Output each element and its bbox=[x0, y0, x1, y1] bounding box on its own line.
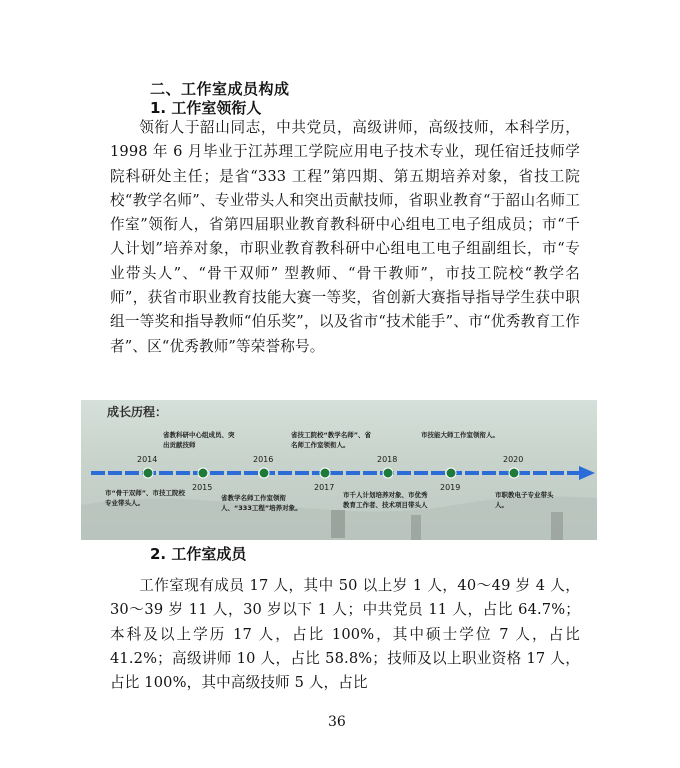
timeline-year-2014: 2014 bbox=[137, 455, 158, 464]
timeline-note-2019: 市技能大师工作室领衔人。 bbox=[421, 431, 499, 439]
section-heading: 二、工作室成员构成 bbox=[150, 80, 290, 98]
timeline-arrow-head bbox=[579, 466, 595, 480]
timeline-year-2016: 2016 bbox=[253, 455, 274, 464]
leader-paragraph: 领衔人于韶山同志，中共党员，高级讲师，高级技师，本科学历，1998 年 6 月毕业于江苏理工学院应用电子技术专业，现任宿迁技师学院科研处主任；是省“333 工程”第四期、第五期培养对象，省技工院校“教学名师”、专业带头人和突出贡献技师，省职业教育“于韶山名师工作室”领衔人，省第四届职业教育教科研中心组电工电子组成员；市“千人计划”培养对象，市职业教育教科研中心组电工电子组副组长，市“专业带头人”、“骨干双师” 型教师、“骨干教师”，市技工院校“教学名师”，获省市职业教育技能大赛一等奖，省创新大赛指导指导学生获中职组一等奖和指导教师“伯乐奖”，以及省市“技术能手”、市“优秀教育工作者”、区“优秀教师”等荣誉称号。 bbox=[110, 119, 580, 355]
timeline-note-2015: 省教科研中心组成员、突出贡献技师 bbox=[163, 431, 235, 449]
page-number: 36 bbox=[328, 714, 346, 730]
timeline-graphic bbox=[81, 400, 597, 540]
timeline-year-2018: 2018 bbox=[377, 455, 398, 464]
growth-timeline-image bbox=[81, 400, 597, 540]
timeline-note-2018: 市千人计划培养对象、市优秀教育工作者、技术项目带头人 bbox=[343, 491, 428, 509]
timeline-year-2017: 2017 bbox=[314, 483, 335, 492]
timeline-title: 成长历程： bbox=[107, 405, 168, 419]
background-post bbox=[411, 515, 421, 540]
timeline-year-2019: 2019 bbox=[440, 483, 461, 492]
timeline-note-2017: 省技工院校“教学名师”、省名师工作室领衔人。 bbox=[291, 431, 372, 449]
subsection-heading-leader: 1. 工作室领衔人 bbox=[150, 99, 262, 117]
timeline-note-2014: 市“骨干双师”、市技工院校专业带头人。 bbox=[105, 489, 186, 507]
timeline-node-2015 bbox=[198, 468, 208, 478]
background-post bbox=[331, 510, 345, 538]
timeline-note-2016: 省教学名师工作室领衔人、“333工程”培养对象。 bbox=[221, 494, 302, 512]
timeline-year-2020: 2020 bbox=[503, 455, 524, 464]
timeline-node-2016 bbox=[259, 468, 269, 478]
background-post bbox=[551, 512, 563, 540]
timeline-node-2014 bbox=[143, 468, 153, 478]
members-paragraph: 工作室现有成员 17 人，其中 50 以上岁 1 人，40～49 岁 4 人，30～39 岁 11 人，30 岁以下 1 人；中共党员 11 人，占比 64.7%；本科及以上学历 17 人，占比 100%，其中硕士学位 7 人，占比 41.2%；高级讲师 10 人，占比 58.8%；技师及以上职业资格 17 人，占比 100%，其中高级技师 5 人，占比 bbox=[110, 577, 580, 692]
timeline-node-2017 bbox=[320, 468, 330, 478]
timeline-node-2018 bbox=[383, 468, 393, 478]
subsection-heading-members: 2. 工作室成员 bbox=[150, 545, 247, 563]
timeline-note-2020: 市职教电子专业带头人。 bbox=[495, 491, 554, 509]
timeline-node-2020 bbox=[509, 468, 519, 478]
timeline-node-2019 bbox=[446, 468, 456, 478]
timeline-year-2015: 2015 bbox=[192, 483, 213, 492]
